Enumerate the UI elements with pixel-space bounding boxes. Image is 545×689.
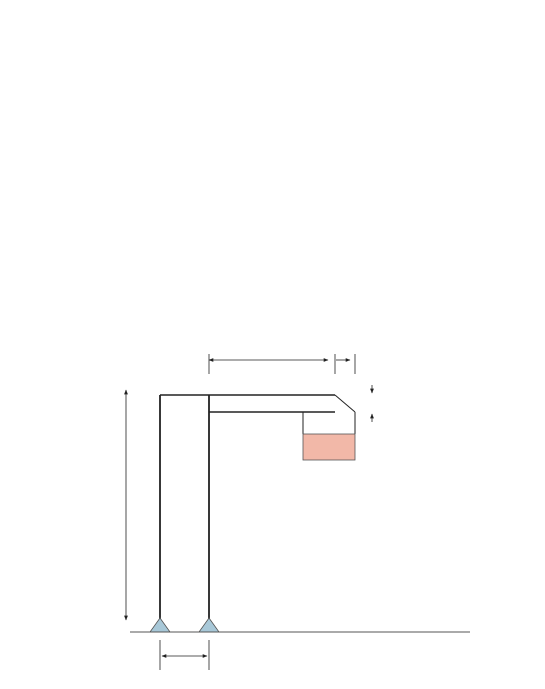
supports	[130, 618, 470, 632]
member-j-f	[335, 395, 355, 412]
overhang-truss	[160, 395, 335, 412]
support-e	[199, 618, 219, 632]
load-block	[303, 434, 355, 460]
support-a	[150, 618, 170, 632]
tower-truss	[160, 395, 209, 620]
gantry-truss-figure	[0, 330, 545, 685]
